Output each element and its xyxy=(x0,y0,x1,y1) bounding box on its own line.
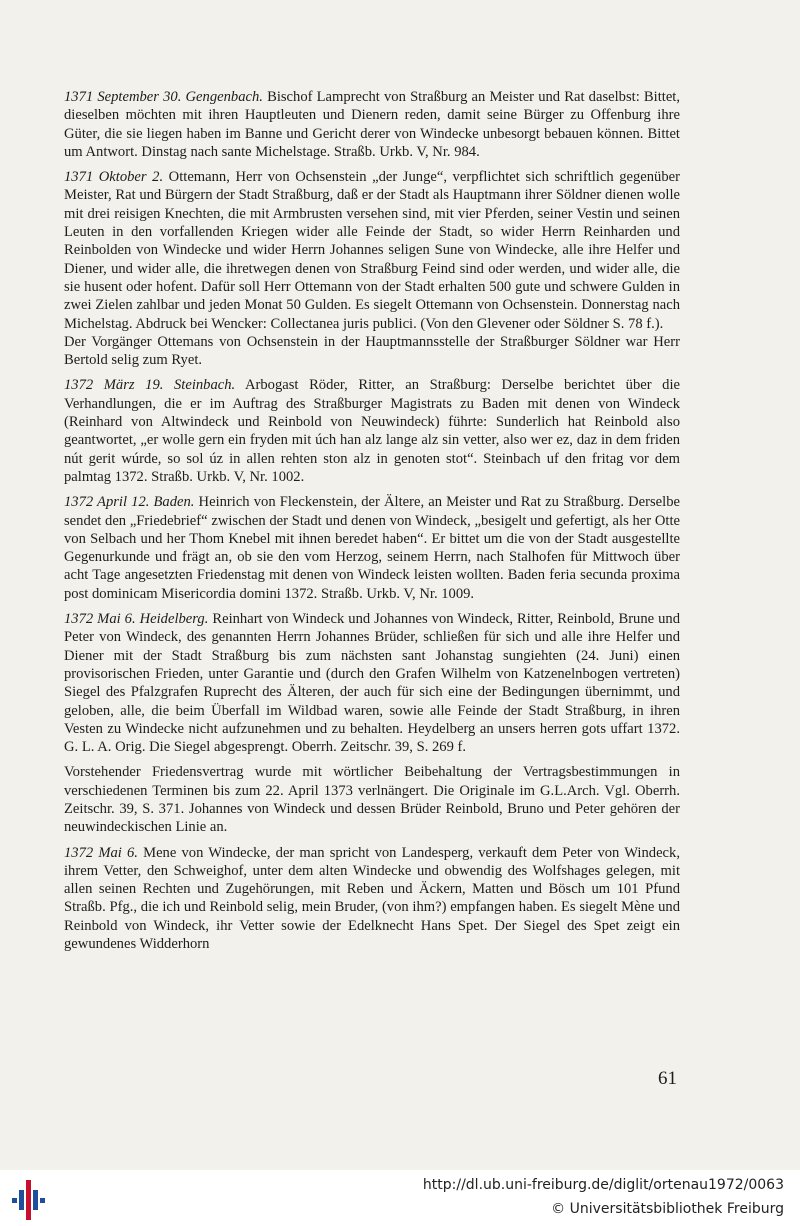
ub-freiburg-logo-icon xyxy=(10,1176,52,1222)
entry-text: Ottemann, Herr von Ochsenstein „der Junge“, verpflichtet sich schriftlich gegenüber Meister, Rat und Bürgern der Stadt Straßburg, daß er der Stadt als Hauptmann ihrer Söldner dienen wolle mit drei reisigen Knechten, die mit Armbrusten versehen sind, mit vier Pferden, seiner Vestin und seinen Leuten in den vorfallenden Kriegen wider alle Feinde der Stadt, so wider Herrn Reinharden und Reinbolden von Windecke und wider Herrn Johannes seligen Sune von Windecke, alle ihre Helfer und Diener, und wider alle, die ihretwegen denen von Straßburg Feind sind oder werden, und wider alle, die sie husent oder hofent. Dafür soll Herr Ottemann von der Stadt erhalten 500 gute und schwere Gulden in zwei Zielen zahlbar und jeden Monat 50 Gulden. Es siegelt Ottemann von Ochsenstein. Donnerstag nach Michelstag. Abdruck bei Wencker: Collectanea juris publici. (Von den Glevener oder Söldner S. 78 f.). xyxy=(64,169,680,332)
entry-heading: 1372 März 19. Steinbach. xyxy=(64,377,236,394)
entry-3 xyxy=(64,376,680,486)
entry-4 xyxy=(64,493,680,603)
entry-5 xyxy=(64,610,680,756)
entry-2-note xyxy=(64,333,680,370)
document-body xyxy=(64,88,680,960)
entry-text: Heinrich von Fleckenstein, der Ältere, an Meister und Rat zu Straßburg. Derselbe sendet den „Friedebrief“ zwischen der Stadt und denen von Windeck, „besigelt und gefertigt, als her Otte von Selbach und her Thom Knebel mit ihnen beredet haben“. Er bittet um die von der Stadt ausgestellte Gegenurkunde und frägt an, ob sie den vom Herzog, seinem Herrn, nach Stalhofen für Mittwoch über acht Tage angesetzten Friedenstag mit denen von Windeck leisten wollten. Baden feria secunda proxima post dominicam Misericordia domini 1372. Straßb. Urkb. V, Nr. 1009. xyxy=(64,494,680,602)
entry-1 xyxy=(64,88,680,161)
entry-heading: 1372 Mai 6. xyxy=(64,844,138,861)
entry-text: Der Vorgänger Ottemans von Ochsenstein in der Hauptmannsstelle der Straßburger Söldner war Herr Bertold selig zum Ryet. xyxy=(64,333,680,369)
entry-heading: 1371 Oktober 2. xyxy=(64,169,164,186)
entry-text: Reinhart von Windeck und Johannes von Windeck, Ritter, Reinbold, Brune und Peter von Windeck, des genannten Herrn Johannes Brüder, schließen für sich und alle ihre Helfer und Diener mit der Stadt Straßburg bis zum nächsten sant Johanstag sungiehten (24. Juni) einen provisorischen Frieden, unter Garantie und (durch den Grafen Wilhelm von Katzenelnbogen vertreten) Siegel des Pfalzgrafen Ruprecht des Älteren, der auch für sich eine der Bedingungen übernimmt, und geloben, alle, die beim Überfall im Wildbad waren, sowie alle Feinde der Stadt Straßburg, in ihren Vesten zu Windecke nicht aufzunehmen und zu behalten. Heydelberg an unsers herren gots uffart 1372. G. L. A. Orig. Die Siegel abgesprengt. Oberrh. Zeitschr. 39, S. 269 f. xyxy=(64,611,681,756)
entry-text: Mene von Windecke, der man spricht von Landesperg, verkauft dem Peter von Windeck, ihrem Vetter, den Schweighof, unter dem alten Windecke und obwendig des Wolfshages gelegen, mit allen seinen Rechten und Zugehörungen, mit Reben und Äckern, Matten und Bösch um 101 Pfund Straßb. Pfg., die ich und Reinbold selig, mein Bruder, (von ihm?) empfangen haben. Es siegelt Mène und Reinbold von Windeck, ihr Vetter sowie der Edelknecht Hans Spet. Der Siegel des Spet zeigt ein gewundenes Widderhorn xyxy=(64,844,680,953)
entry-text: Arbogast Röder, Ritter, an Straßburg: Derselbe berichtet über die Verhandlungen, die er im Auftrag des Straßburger Magistrats zu Baden mit denen von Windeck (Reinhard von Altwindeck und Reinbold von Neuwindeck) führte: Sunderlich hat Reinbold also geantwortet, „er wolle gern ein fryden mit úch han alz lange alz sin vetter, also wer ez, daz in dem friden nút gerit wúrde, so sol úz in allen rehten ston alz in genoten stot“. Steinbach uf den fritag vor dem palmtag 1372. Straßb. Urkb. V, Nr. 1002. xyxy=(64,377,680,485)
entry-text: Vorstehender Friedensvertrag wurde mit wörtlicher Beibehaltung der Vertragsbestimmungen in verschiedenen Terminen bis zum 22. April 1373 verlnängert. Die Originale im G.L.Arch. Vgl. Oberrh. Zeitschr. 39, S. 371. Johannes von Windeck und dessen Brüder Reinbold, Bruno und Peter gehören der neuwindeckischen Linie an. xyxy=(64,764,680,836)
entry-heading: 1372 April 12. Baden. xyxy=(64,494,195,511)
entry-text: Bischof Lamprecht von Straßburg an Meister und Rat daselbst: Bittet, dieselben möchten mit ihren Hauptleuten und Dienern reden, damit seine Bürger zu Offenburg ihre Güter, die sie liegen haben im Banne und Gericht derer von Windecke unbesorgt bebauen können. Bittet um Antwort. Dinstag nach sante Michelstage. Straßb. Urkb. V, Nr. 984. xyxy=(64,89,680,160)
source-url-link[interactable]: http://dl.ub.uni-freiburg.de/diglit/ortenau1972/0063 xyxy=(422,1177,784,1193)
entry-heading: 1371 September 30. Gengenbach. xyxy=(64,89,263,105)
entry-heading: 1372 Mai 6. Heidelberg. xyxy=(64,611,209,628)
entry-6 xyxy=(64,844,680,954)
entry-2 xyxy=(64,168,680,333)
entry-5-note xyxy=(64,763,680,836)
page-number: 61 xyxy=(658,1068,677,1089)
copyright-notice: © Universitätsbibliothek Freiburg xyxy=(551,1201,784,1217)
